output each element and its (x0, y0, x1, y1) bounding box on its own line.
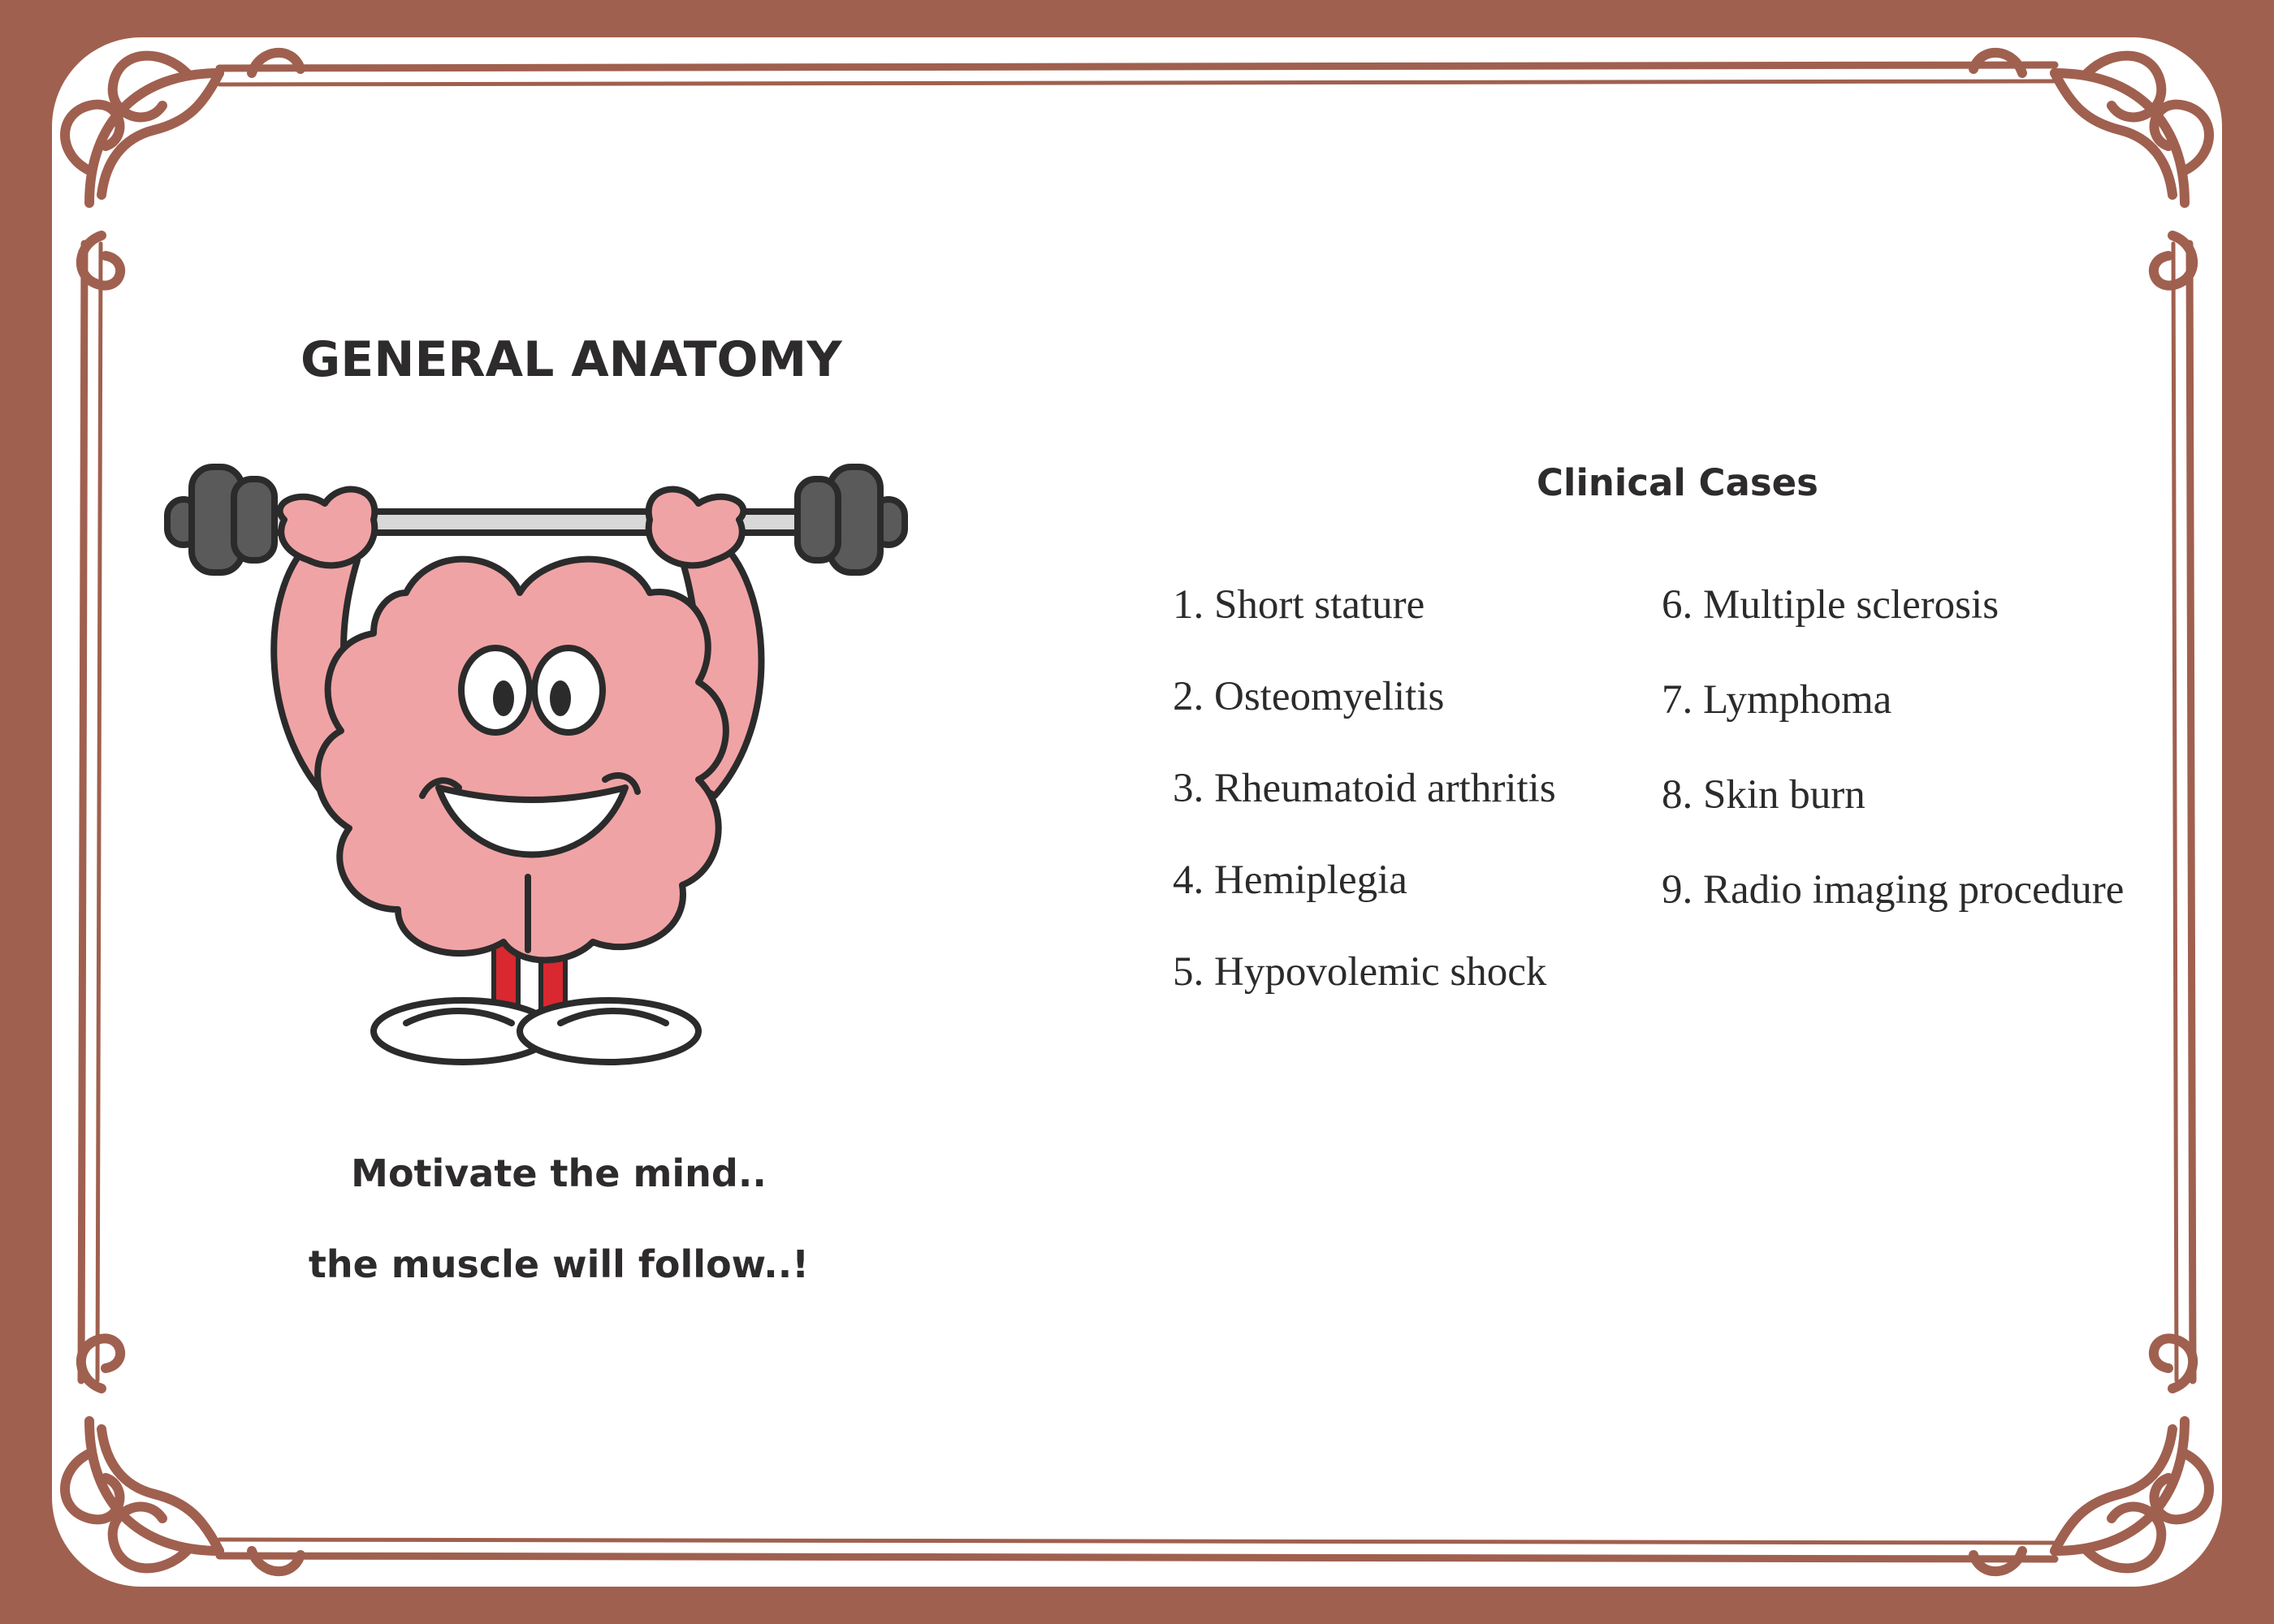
page-title: GENERAL ANATOMY (300, 331, 842, 388)
case-item: 3. Rheumatoid arthritis (1173, 766, 1556, 811)
case-item: 4. Hemiplegia (1173, 857, 1407, 903)
motto-line-2: the muscle will follow..! (308, 1242, 810, 1286)
case-item: 9. Radio imaging procedure (1662, 867, 2125, 913)
brain-weightlifter-icon (138, 455, 934, 1096)
case-item: 2. Osteomyelitis (1173, 674, 1445, 719)
case-item: 5. Hypovolemic shock (1173, 949, 1547, 995)
case-item: 1. Short stature (1173, 582, 1425, 628)
clinical-cases-title: Clinical Cases (1537, 461, 1818, 504)
case-item: 8. Skin burn (1662, 772, 1865, 818)
case-item: 6. Multiple sclerosis (1662, 582, 1999, 628)
motto-line-1: Motivate the mind.. (351, 1151, 767, 1195)
case-item: 7. Lymphoma (1662, 677, 1892, 723)
